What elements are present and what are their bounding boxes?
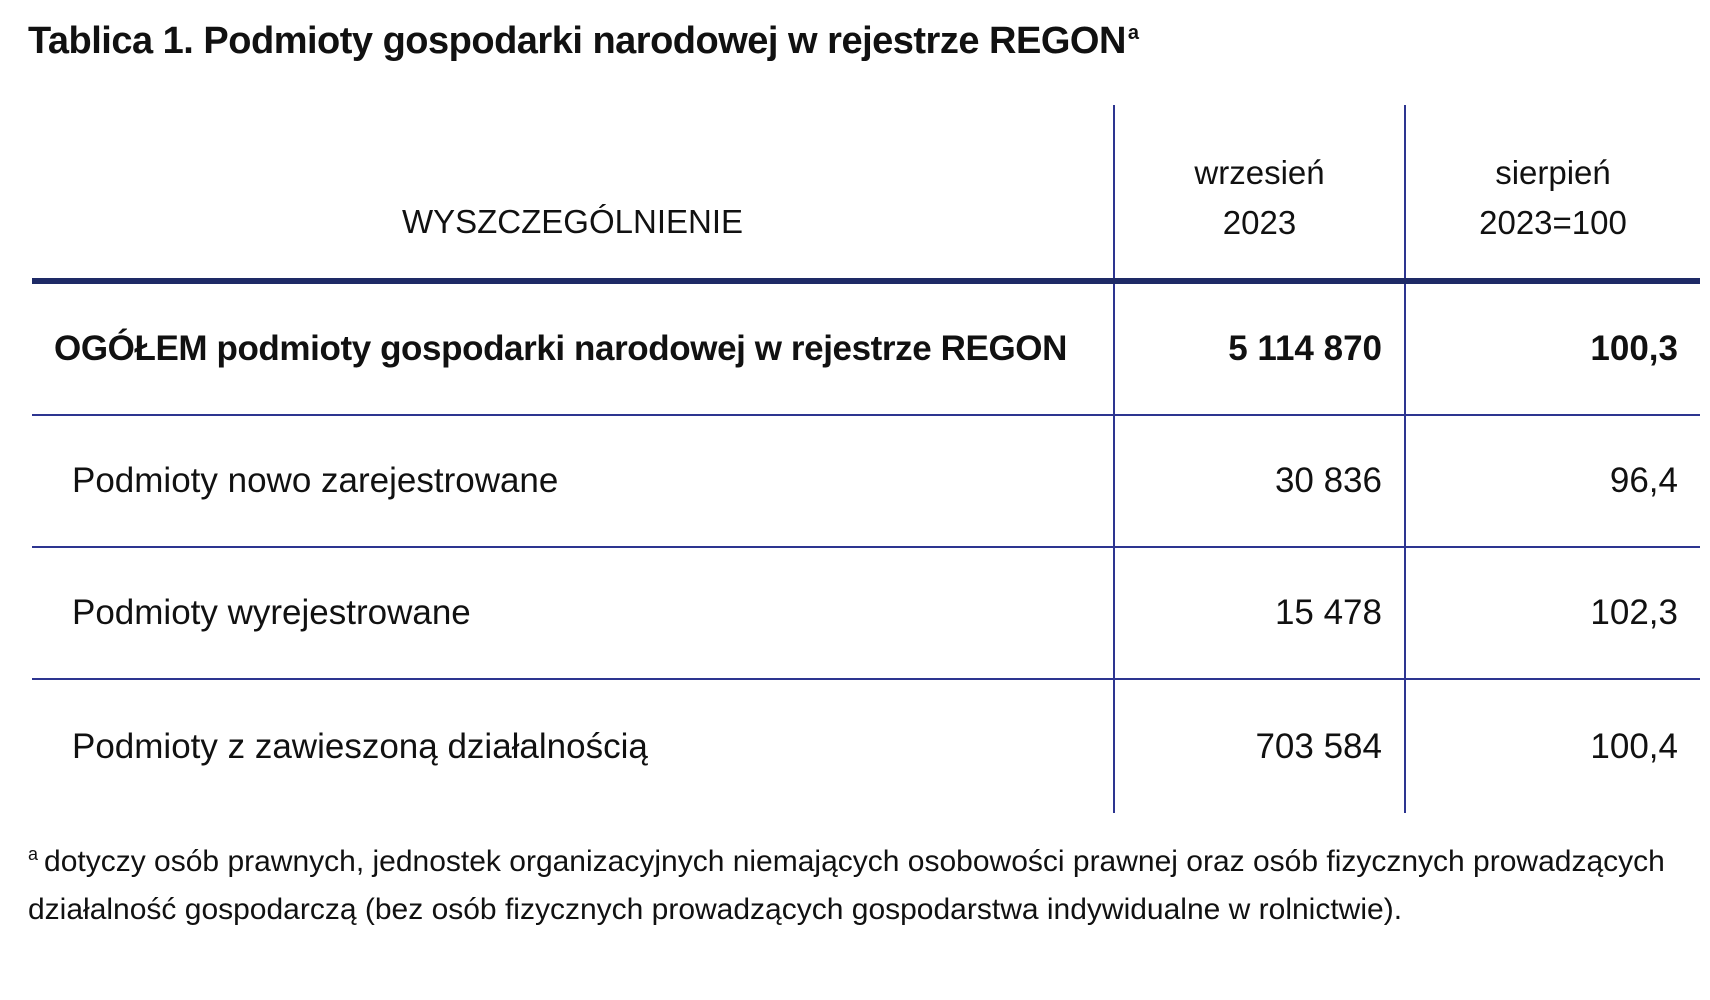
header-col-index xyxy=(1406,105,1700,278)
header-label xyxy=(32,105,1113,278)
table-row-suspended-value: 703 584 xyxy=(1255,726,1382,766)
table-row-deregistered-label: Podmioty wyrejestrowane xyxy=(72,593,471,632)
table-row-new-value: 30 836 xyxy=(1274,461,1382,500)
header-col-current xyxy=(1115,105,1404,278)
table-row-deregistered-index: 102,3 xyxy=(1590,593,1678,632)
table-row-new-label: Podmioty nowo zarejestrowane xyxy=(72,461,559,500)
header-col-current-line2: 2023 xyxy=(1222,203,1297,241)
table-row-total-label: OGÓŁEM podmioty gospodarki narodowej w rejestrze REGON xyxy=(54,329,1067,368)
footnote-text: dotyczy osób prawnych, jednostek organizacyjnych niemających osobowości prawnej oraz osób fizycznych prowadzących działalność gospodarczą (bez osób fizycznych prowadzących gospodarstwa indywidualne w rolnictwie). xyxy=(28,845,1665,926)
table-title-text: Tablica 1. Podmioty gospodarki narodowej w rejestrze REGON xyxy=(28,20,1126,62)
table-row-new-index: 96,4 xyxy=(1609,461,1678,500)
table-row-suspended-index: 100,4 xyxy=(1590,726,1678,766)
table-row-total-index: 100,3 xyxy=(1590,329,1678,368)
table-row-total-value: 5 114 870 xyxy=(1228,329,1382,368)
table-row-suspended-label: Podmioty z zawieszoną działalnością xyxy=(72,726,648,766)
table-row-deregistered-value: 15 478 xyxy=(1274,593,1382,632)
table-title xyxy=(28,20,1139,63)
header-col-current-line1: wrzesień xyxy=(1194,153,1325,191)
header-label-text: WYSZCZEGÓLNIENIE xyxy=(401,202,744,240)
table-title-footnote-marker: a xyxy=(1127,22,1139,45)
footnote xyxy=(28,838,1688,934)
header-col-index-line1: sierpień xyxy=(1495,153,1611,191)
footnote-marker: a xyxy=(28,844,39,864)
header-col-index-line2: 2023=100 xyxy=(1479,203,1627,241)
